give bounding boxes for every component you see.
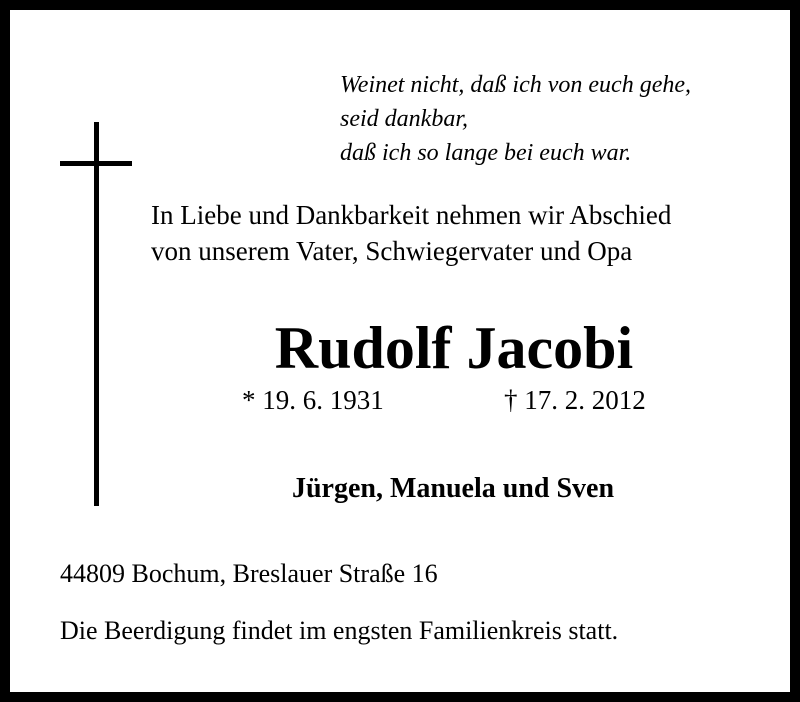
intro-line-2: von unserem Vater, Schwiegervater und Opa: [151, 236, 633, 266]
poem-line-1: Weinet nicht, daß ich von euch gehe,: [340, 72, 691, 98]
poem-line-2: seid dankbar,: [340, 106, 468, 132]
family-names: Jürgen, Manuela und Sven: [291, 473, 615, 504]
cross-horizontal-bar: [60, 161, 132, 166]
farewell-intro: [151, 197, 671, 269]
address: 44809 Bochum, Breslauer Straße 16: [60, 559, 438, 588]
birth-date: * 19. 6. 1931: [242, 385, 384, 415]
funeral-note: Die Beerdigung findet im engsten Familienkreis statt.: [60, 616, 619, 645]
deceased-name: Rudolf Jacobi: [274, 315, 634, 381]
death-date: † 17. 2. 2012: [504, 385, 646, 415]
intro-line-1: In Liebe und Dankbarkeit nehmen wir Abschied: [151, 200, 672, 230]
poem-line-3: daß ich so lange bei euch war.: [340, 140, 632, 166]
poem-quote: [340, 68, 691, 170]
